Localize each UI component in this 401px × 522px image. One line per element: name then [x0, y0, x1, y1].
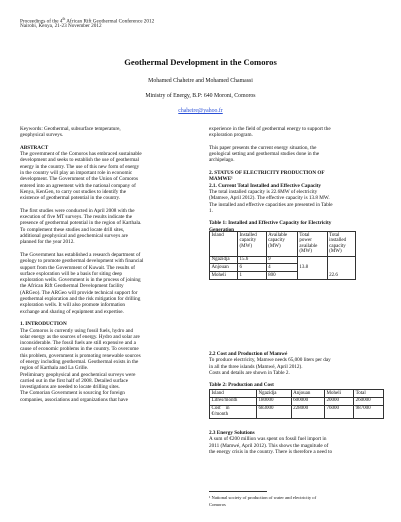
section-heading: Table 1: Installed and Effective Capacity for Electricity — [209, 220, 332, 227]
text-line: The Government has established a research department of — [20, 251, 141, 258]
table2-header-ngazidja: Ngazidja — [256, 390, 291, 398]
table1-cell-island: Moheli — [210, 272, 238, 280]
table2-cell: 20000 — [325, 397, 354, 405]
text-line: To produce electricity, Mamwe needs 65,000 liters per day — [209, 357, 331, 364]
text-line: region of Karthala and La Grille. — [20, 365, 89, 372]
text-line: this problem, government is promoting renewable sources — [20, 352, 141, 359]
table1-cell-total-available: 13.8 — [297, 256, 327, 279]
table1-cell-installed: 15.6 — [238, 256, 267, 264]
conference-line1: Proceedings of the 4 — [20, 18, 63, 25]
conference-location: Nairobi, Kenya, 21-23 November 2012 — [20, 23, 102, 29]
table2-cell: 683000 — [256, 405, 291, 418]
section-heading: Generation — [209, 226, 235, 233]
table1-cell-total-installed: 22.6 — [327, 256, 355, 279]
table-row — [210, 397, 384, 405]
table1-cell-available: 9 — [266, 256, 297, 264]
right-column-top — [209, 126, 384, 233]
text-line: geological setting and geothermal studies done in the — [209, 151, 320, 158]
text-line: exploration wells. It will also promote information — [20, 302, 126, 309]
section-heading: 2.3 Energy Solutions — [209, 430, 255, 436]
table-production-cost — [209, 389, 384, 419]
text-line: cause of economic problems in the country. To overcome — [20, 346, 139, 353]
text-line: Costs and details are shown in Table 2. — [209, 369, 290, 376]
table2-header-total: Total — [354, 390, 384, 398]
text-line: The installed and effective capacities are presented in Table — [209, 201, 333, 208]
text-line: A sum of €200 million was spent on fossil fuel import in — [209, 436, 327, 443]
text-line: Keywords: Geothermal, subsurface temperature, — [20, 126, 121, 132]
table2-header-anjouan: Anjouan — [291, 390, 324, 398]
text-line: Kenya, KenGen, to carry out studies to identify the — [20, 188, 127, 195]
text-line: in all the three islands (Mamwé, April 2012). — [209, 363, 303, 370]
table2-cell: 260000 — [354, 397, 384, 405]
table1-cell-island: Ngazidja — [210, 256, 238, 264]
text-line: The Comorian Government is sourcing for foreign — [20, 390, 125, 397]
paper-authors: Mohamed Chaheire and Mohamed Chamassi — [148, 78, 253, 84]
table2-cell: 600000 — [291, 397, 324, 405]
text-line: exchange and sharing of equipment and expertise. — [20, 308, 124, 315]
text-line: geology to promote geothermal development with financial — [20, 258, 144, 265]
text-line: (Mamwe, April 2012). The effective capacity is 13.8 MW. — [209, 195, 330, 202]
text-line: 1. — [209, 207, 213, 214]
table2-header-moheli: Moheli — [325, 390, 354, 398]
text-line: exploration wells. Government is in the process of joining — [20, 277, 141, 284]
table1-header-total-power: Total power available (MW) — [297, 232, 327, 257]
table1-header-installed: Installed capacity (MW) — [238, 232, 267, 257]
section-heading: MAMWE¹ — [209, 176, 233, 183]
table-capacity — [209, 231, 356, 280]
text-line: companies, associations and organizations that have — [20, 396, 128, 403]
footnote-divider — [209, 491, 267, 492]
text-line: energy in the country. The use of this new form of energy — [20, 163, 140, 170]
text-line: (ARGeo). The ARGeo will provide technical support for — [20, 289, 138, 296]
table1-header-available: Available capacity (MW) — [266, 232, 297, 257]
text-line: support from the Government of Kuwait. The results of — [20, 264, 136, 271]
table2-header-row — [210, 390, 384, 398]
text-line: additional geophysical and geochemical surveys are — [20, 233, 128, 240]
section-heading: 2.2 Cost and Production of Mamwé — [209, 351, 288, 357]
text-line: The first studies were conducted in April 2008 with the — [20, 207, 135, 214]
text-line: geophysical surveys. — [20, 132, 64, 139]
text-line: inconsiderable. The fossil fuels are still expensive and a — [20, 340, 136, 347]
table2-header-island: Island — [210, 390, 257, 398]
text-line: solar energy as the sources of energy. Hydro and solar are — [20, 333, 140, 340]
table1-cell-installed: 6 — [238, 264, 267, 272]
text-line: development. The Government of the Union of Comoros — [20, 176, 139, 183]
text-line: in the country will play an important role in economic — [20, 170, 133, 177]
section-heading: 2. STATUS OF ELECTRICITY PRODUCTION OF — [209, 170, 325, 177]
text-line: Preliminary geophysical and geochemical surveys were — [20, 371, 136, 378]
table1-cell-available: 800 — [266, 272, 297, 280]
footnote-line2: Comoros — [209, 502, 226, 507]
table2-cell: 180000 — [256, 397, 291, 405]
table1-cell-installed: 1 — [238, 272, 267, 280]
text-line: carried out in the first half of 2008. Detailed surface — [20, 377, 129, 384]
section-heading: 1. INTRODUCTION — [20, 321, 67, 328]
table2-cell: 76000 — [325, 405, 354, 418]
text-line: entered into an agreement with the national company of — [20, 182, 136, 189]
left-column — [20, 126, 198, 403]
section-heading: Table 2: Production and Cost — [209, 382, 274, 389]
text-line: the African Rift Geothermal Development facility — [20, 283, 124, 290]
text-line: of energy including geothermal. Geothermal exists in the — [20, 358, 139, 365]
text-line: the energy crisis in the country. There is therefore a need to — [209, 448, 333, 455]
text-line: existence of geothermal potential in the country. — [20, 195, 121, 202]
paper-affiliation: Ministry of Energy, B.P: 640 Moroni, Comoros — [145, 93, 256, 99]
text-line: presence of geothermal potential in the region of Karthala. — [20, 220, 142, 227]
conference-line1-rest: African Rift Geothermal Conference 2012 — [65, 18, 155, 25]
right-column-middle — [209, 351, 384, 389]
text-line: The Comoros is currently using fossil fuels, hydro and — [20, 327, 134, 334]
text-line: archipelago. — [209, 157, 235, 164]
table1-header-total-installed: Total installed capacity (MW) — [327, 232, 355, 257]
section-heading: ABSTRACT — [20, 144, 49, 151]
footnote-line1: ¹ National society of production of water and electricity of — [209, 495, 317, 500]
table1-cell-available: 4 — [266, 264, 297, 272]
author-email[interactable]: chaheire@yahoo.fr — [178, 108, 223, 114]
paper-title: Geothermal Development in the Comoros — [124, 57, 277, 67]
text-line: This paper presents the current energy situation, the — [209, 144, 317, 151]
text-line: planned for the year 2012. — [20, 239, 75, 246]
text-line: exploration program. — [209, 132, 253, 139]
table1-header-island: Island — [210, 232, 238, 257]
conference-line1-sup: th — [62, 17, 66, 21]
text-line: 2011 (Mamwé, April 2012). This shows the magnitude of — [209, 442, 329, 449]
text-line: The government of the Comoros has embraced sustainable — [20, 151, 142, 158]
section-heading: 2.1. Current Total Installed and Effective Capacity — [209, 182, 322, 189]
text-line: execution of five MT surveys. The results indicate the — [20, 214, 133, 221]
table2-cell-label: Cost in €/month — [210, 405, 257, 418]
table1-cell-island: Anjouan — [210, 264, 238, 272]
text-line: investigations are needed to locate drilling sites. — [20, 384, 120, 391]
table-row — [210, 256, 356, 264]
table2-cell: 987000 — [354, 405, 384, 418]
text-line: geothermal exploration and the risk mitigation for drilling — [20, 296, 141, 303]
text-line: experience in the field of geothermal energy to support the — [209, 126, 331, 132]
right-column-bottom — [209, 430, 384, 455]
text-line: To complement these studies and locate drill sites, — [20, 226, 125, 233]
text-line: development and seeks to establish the use of geothermal — [20, 157, 139, 164]
table2-cell-label: Litres/month — [210, 397, 257, 405]
text-line: surface exploration will be a basis for siting deep — [20, 270, 122, 277]
table1-header-row — [210, 232, 356, 257]
table-row — [210, 405, 384, 418]
text-line: The total installed capacity is 22.6MW of electricity — [209, 188, 318, 195]
table2-cell: 228000 — [291, 405, 324, 418]
